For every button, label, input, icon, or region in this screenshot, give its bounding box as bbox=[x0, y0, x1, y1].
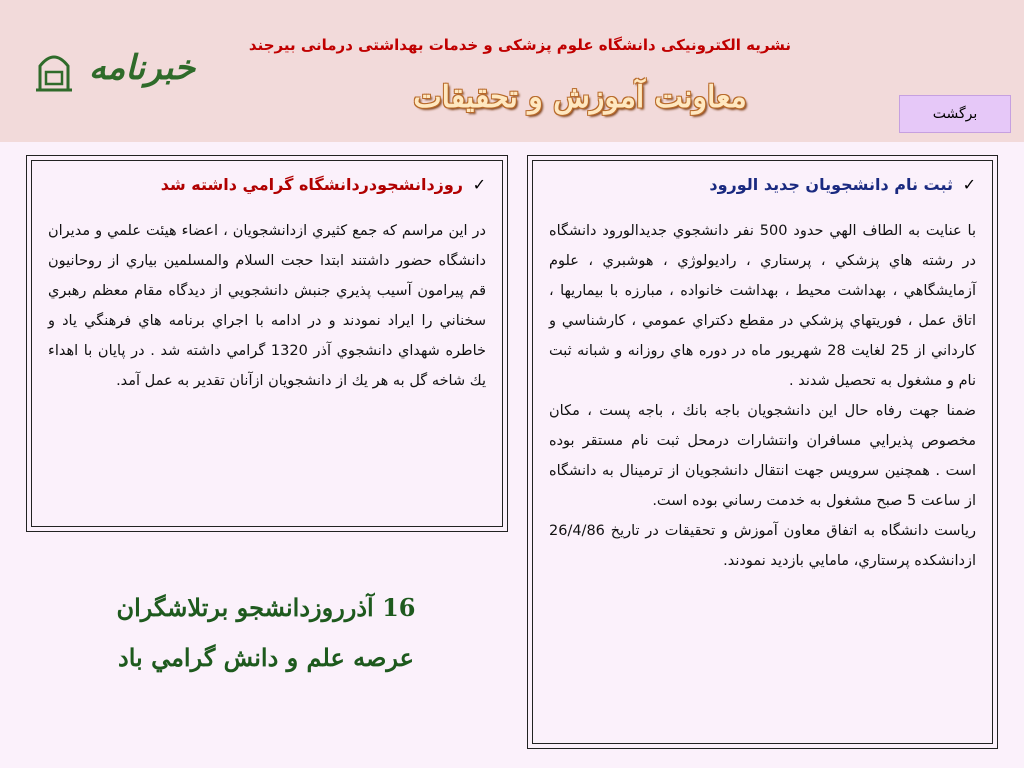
registration-body bbox=[549, 216, 976, 576]
mosque-icon bbox=[34, 44, 74, 94]
news-panel-student-day bbox=[26, 155, 508, 532]
newsletter-subtitle: نشريه الكترونيكی دانشگاه علوم پزشكی و خدمات بهداشتی درمانی بيرجند bbox=[248, 36, 792, 54]
checkmark-icon: ✓ bbox=[472, 175, 486, 194]
news-panel-inner bbox=[532, 160, 993, 744]
slogan-line-2: عرصه علم و دانش گرامي باد bbox=[118, 643, 414, 672]
slogan-line-1: 16 آذرروزدانشجو برتلاشگران bbox=[116, 593, 416, 622]
page-title: معاونت آموزش و تحقيقات bbox=[413, 80, 747, 115]
student-day-heading: روزدانشجودردانشگاه گرامي داشته شد bbox=[160, 175, 464, 194]
section-heading bbox=[549, 175, 976, 194]
news-panel-registration bbox=[527, 155, 998, 749]
logo bbox=[32, 30, 196, 110]
header-banner bbox=[0, 0, 1024, 142]
registration-heading: ثبت نام دانشجويان جديد الورود bbox=[709, 175, 954, 194]
slogan bbox=[36, 583, 496, 683]
paragraph: با عنايت به الطاف الهي حدود 500 نفر دانشجوي جديدالورود دانشگاه در رشته هاي پزشكي ، پرستاري ، راديولوژي ، هوشبري ، علوم آزمايشگاهي ، بهداشت محيط ، بهداشت خانواده ، مبارزه با بيماريها ، اتاق عمل ، فوريتهاي پزشكي در مقطع دكتراي عمومي ، كارشناسي و كارداني از 25 لغايت 28 شهريور ماه در دوره هاي روزانه و شبانه ثبت نام و مشغول به تحصيل شدند . bbox=[549, 223, 976, 389]
news-panel-inner bbox=[31, 160, 503, 527]
paragraph: رياست دانشگاه به اتفاق معاون آموزش و تحقيقات در تاريخ 26/4/86 ازدانشكده پرستاري، مامايي بازديد نمودند. bbox=[549, 523, 976, 569]
student-day-body: در اين مراسم كه جمع كثيري ازدانشجويان ، اعضاء هيئت علمي و مديران دانشگاه حضور داشتند ابتدا حجت السلام والمسلمين بياري از روحانيون قم پيرامون آسيب پذيري جنبش دانشجويي از ديدگاه مقام معظم رهبري سخناني را ايراد نمودند و در ادامه با اجراي برنامه هاي فرهنگي ياد و خاطره شهداي دانشجوي آذر 1320 گرامي داشته شد . در پايان با اهداء يك شاخه گل به هر يك از دانشجويان ازآنان تقدير به عمل آمد. bbox=[48, 223, 486, 389]
paragraph: ضمنا جهت رفاه حال اين دانشجويان باجه بانك ، باجه پست ، مكان مخصوص پذيرايي مسافران وانتشارات درمحل ثبت نام مستقر بوده است . همچنين سرويس جهت انتقال دانشجويان از ترمينال به دانشگاه از ساعت 5 صبح مشغول به خدمت رساني بوده است. bbox=[549, 403, 976, 509]
logo-text: خبرنامه bbox=[88, 48, 196, 88]
checkmark-icon: ✓ bbox=[962, 175, 976, 194]
back-button[interactable]: برگشت bbox=[899, 95, 1011, 133]
section-heading bbox=[48, 175, 486, 194]
